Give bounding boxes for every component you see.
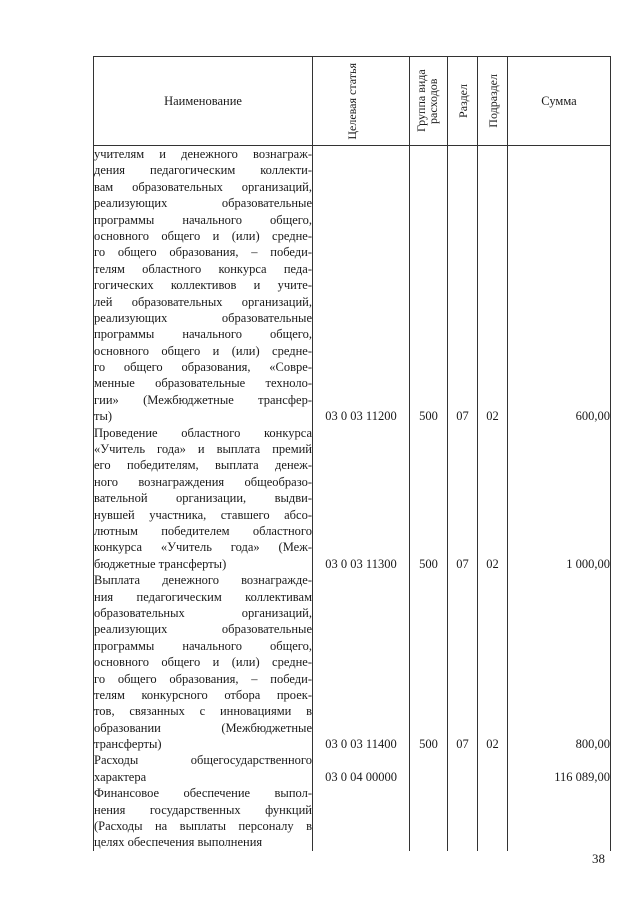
- row-name-cell: [94, 572, 313, 752]
- row-name-line: нувшей участника, ставшего абсо-: [94, 507, 312, 522]
- header-subsection-text: Подраздел: [485, 74, 500, 128]
- row-target-cell: [313, 785, 410, 851]
- row-name-line: конкурса «Учитель года» (Меж-: [94, 540, 312, 555]
- row-group-cell: 500: [410, 146, 448, 425]
- row-name-line: трансферты): [94, 737, 162, 752]
- row-sum-cell: [508, 785, 611, 851]
- row-name-line: го общего образования, – победи-: [94, 245, 312, 260]
- row-section-cell: 07: [448, 572, 478, 752]
- header-subsection: [478, 57, 508, 146]
- row-name-line: вательной организации, выдви-: [94, 491, 312, 506]
- row-name-line: образовательных организаций,: [94, 605, 312, 620]
- row-name-line: образовании (Межбюджетные: [94, 720, 312, 735]
- header-group: [410, 57, 448, 146]
- row-name-line: лютным победителем областного: [94, 523, 312, 538]
- row-name-line: дения педагогическим коллекти-: [94, 163, 312, 178]
- row-target-cell: 03 0 04 00000: [313, 752, 410, 785]
- row-subsection-cell: [478, 785, 508, 851]
- header-section-text: Раздел: [455, 84, 470, 118]
- row-section-cell: [448, 752, 478, 785]
- row-name-line: вам образовательных организаций,: [94, 179, 312, 194]
- row-name-line: «Учитель года» и выплата премий: [94, 442, 312, 457]
- row-name-line: гии» (Межбюджетные трансфер-: [94, 392, 312, 407]
- row-group-cell: 500: [410, 572, 448, 752]
- row-name-line: телям областного конкурса педа-: [94, 261, 312, 276]
- row-name-line: Расходы общегосударственного: [94, 753, 312, 768]
- row-name-line: программы начального общего,: [94, 212, 312, 227]
- row-subsection-cell: 02: [478, 425, 508, 573]
- row-name-line: основного общего и (или) средне-: [94, 343, 312, 358]
- row-name-line: Финансовое обеспечение выпол-: [94, 786, 312, 801]
- row-name-line: характера: [94, 769, 147, 784]
- row-sum-cell: 800,00: [508, 572, 611, 752]
- row-name-cell: [94, 752, 313, 785]
- row-name-line: целях обеспечения выполнения: [94, 835, 263, 850]
- table-row: [94, 425, 611, 573]
- row-group-cell: 500: [410, 425, 448, 573]
- row-name-line: ного вознаграждения общеобразо-: [94, 474, 312, 489]
- row-name-line: программы начального общего,: [94, 638, 312, 653]
- header-target-text: Целевая статья: [345, 62, 359, 140]
- row-name-line: ния педагогическим коллективам: [94, 589, 312, 604]
- row-name-line: го общего образования, «Совре-: [94, 360, 312, 375]
- table-row: [94, 752, 611, 785]
- table-header-row: [94, 57, 611, 146]
- row-name-line: телям конкурсного отбора проек-: [94, 687, 312, 702]
- row-sum-cell: 600,00: [508, 146, 611, 425]
- row-section-cell: 07: [448, 425, 478, 573]
- header-target: [313, 57, 410, 146]
- row-name-line: лей образовательных организаций,: [94, 294, 312, 309]
- row-name-cell: [94, 146, 313, 425]
- row-target-cell: 03 0 03 11300: [313, 425, 410, 573]
- row-name-cell: [94, 425, 313, 573]
- row-name-line: учителям и денежного вознаграж-: [94, 147, 312, 161]
- header-group-text: Группа вида расходов: [413, 69, 440, 133]
- row-name-line: Выплата денежного вознагражде-: [94, 573, 312, 588]
- row-group-cell: [410, 785, 448, 851]
- row-sum-cell: 1 000,00: [508, 425, 611, 573]
- row-target-cell: 03 0 03 11200: [313, 146, 410, 425]
- row-name-line: Проведение областного конкурса: [94, 425, 312, 440]
- row-section-cell: 07: [448, 146, 478, 425]
- row-name-line: основного общего и (или) средне-: [94, 655, 312, 670]
- row-group-cell: [410, 752, 448, 785]
- page-number: 38: [592, 851, 605, 866]
- row-name-line: программы начального общего,: [94, 327, 312, 342]
- table-row: [94, 572, 611, 752]
- row-name-line: реализующих образовательные: [94, 310, 312, 325]
- table-body: [94, 146, 611, 851]
- row-sum-cell: 116 089,00: [508, 752, 611, 785]
- row-target-cell: 03 0 03 11400: [313, 572, 410, 752]
- row-subsection-cell: 02: [478, 146, 508, 425]
- row-name-cell: [94, 785, 313, 851]
- row-name-line: (Расходы на выплаты персоналу в: [94, 819, 312, 834]
- row-name-line: основного общего и (или) средне-: [94, 228, 312, 243]
- table-row: [94, 146, 611, 425]
- header-section: [448, 57, 478, 146]
- row-name-line: менные образовательные техноло-: [94, 376, 312, 391]
- row-name-line: тов, связанных с инновациями в: [94, 704, 312, 719]
- row-name-line: гогических коллективов и учите-: [94, 278, 312, 293]
- row-name-line: реализующих образовательные: [94, 196, 312, 211]
- row-name-line: ты): [94, 409, 113, 424]
- row-name-line: его победителям, выплата денеж-: [94, 458, 312, 473]
- budget-table: [93, 56, 611, 851]
- row-name-line: го общего образования, – победи-: [94, 671, 312, 686]
- row-subsection-cell: [478, 752, 508, 785]
- row-name-line: нения государственных функций: [94, 802, 312, 817]
- row-name-line: бюджетные трансферты): [94, 556, 227, 571]
- header-name: Наименование: [94, 57, 313, 146]
- row-name-line: реализующих образовательные: [94, 622, 312, 637]
- table-row: [94, 785, 611, 851]
- row-subsection-cell: 02: [478, 572, 508, 752]
- row-section-cell: [448, 785, 478, 851]
- header-sum: Сумма: [508, 57, 611, 146]
